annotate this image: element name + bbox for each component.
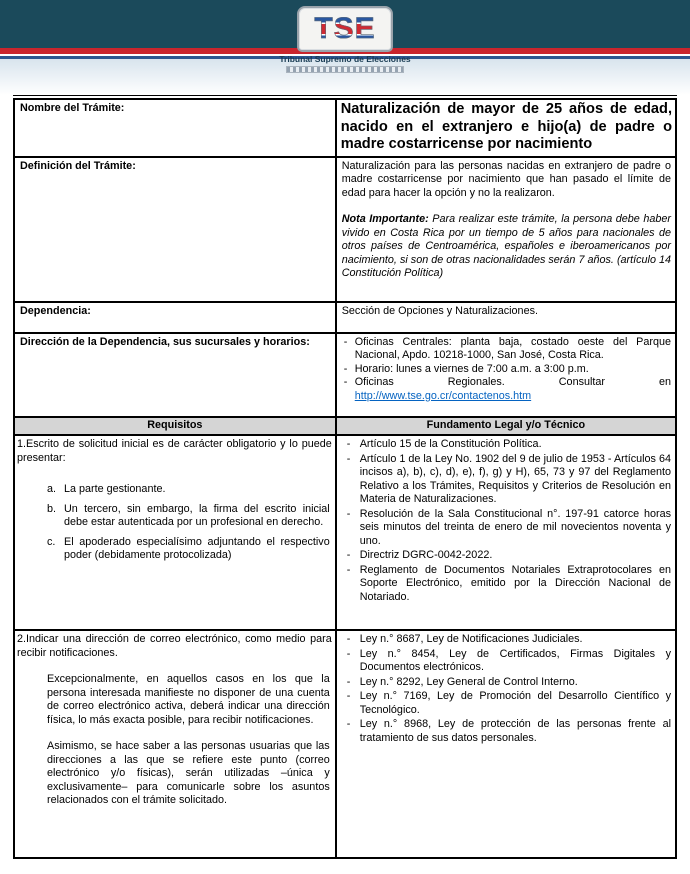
list-item: - Resolución de la Sala Constitucional n°. 197-91 catorce horas seis minutos del treinta de enero de mil novecientos noventa y uno.: [342, 508, 671, 549]
list-item: - Ley n.° 8292, Ley General de Control Interno.: [342, 676, 671, 690]
fundamento-1-cell: [336, 435, 676, 630]
list-item: - Ley n.° 8687, Ley de Notificaciones Judiciales.: [342, 633, 671, 647]
list-item: [47, 536, 330, 563]
list-text: El apoderado especialísimo adjuntando el respectivo poder (debidamente protocolizada): [64, 535, 330, 561]
definicion-label: Definición del Trámite:: [14, 157, 336, 302]
list-item: - Ley n.° 7169, Ley de Promoción del Desarrollo Científico y Tecnológico.: [342, 690, 671, 717]
spacer: [342, 200, 671, 213]
row-nombre-del-tramite: [14, 99, 676, 157]
tse-emblem-acronym: TSE: [314, 12, 376, 45]
definicion-cell: [336, 157, 676, 302]
direccion-list: [342, 336, 671, 404]
requisito-2-cell: [14, 630, 336, 858]
requisito-2-intro: 2.Indicar una dirección de correo electrónico, como medio para recibir notificaciones.: [17, 633, 332, 659]
nombre-label: Nombre del Trámite:: [14, 99, 336, 157]
list-text: Un tercero, sin embargo, la firma del escrito inicial debe estar autenticada por un profesional en derecho.: [64, 502, 330, 528]
list-item: [342, 376, 671, 403]
tse-logo-minibar: [286, 66, 404, 73]
tramite-table: [13, 98, 677, 859]
list-item: [47, 483, 330, 497]
requisito-2-para2: Asimismo, se hace saber a las personas usuarias que las direcciones a las que se refiere este punto (correo electrónico y/o físicas), serán utilizadas –única y exclusivamente– para comunicarle sobre los asuntos relacionados con el trámite solicitado.: [47, 740, 330, 806]
row-requisito-1: [14, 435, 676, 630]
tse-logo: [260, 6, 430, 73]
dependencia-value: Sección de Opciones y Naturalizaciones.: [336, 302, 676, 333]
dependencia-label: Dependencia:: [14, 302, 336, 333]
list-item: - Directriz DGRC-0042-2022.: [342, 549, 671, 563]
fundamento-header: Fundamento Legal y/o Técnico: [336, 417, 676, 436]
row-direccion: [14, 333, 676, 417]
row-dependencia: [14, 302, 676, 333]
tse-banner: [0, 0, 690, 95]
requisitos-header: Requisitos: [14, 417, 336, 436]
nota-importante: [342, 213, 671, 281]
requisito-1-list: [47, 483, 330, 563]
list-item: - Horario: lunes a viernes de 7:00 a.m. a 3:00 p.m.: [342, 363, 671, 377]
list-marker: b.: [47, 502, 57, 515]
list-marker: a.: [47, 483, 57, 495]
list-item: - Artículo 15 de la Constitución Política.: [342, 438, 671, 452]
requisito-1-cell: [14, 435, 336, 630]
list-item: - Ley n.° 8968, Ley de protección de las personas frente al tratamiento de sus datos personales.: [342, 718, 671, 745]
direccion-cell: [336, 333, 676, 417]
tse-emblem-icon: [297, 6, 393, 52]
fundamento-1-list: [342, 438, 671, 604]
list-item: - Artículo 1 de la Ley No. 1902 del 9 de julio de 1953 - Artículos 64 incisos a), b), c), d), e), f), g) y H), 65, 73 y 97 del Reglamento Relativo a los Trámites, Requisitos y Criterios de Resolución en Materia de Naturalizaciones.: [342, 453, 671, 507]
contactenos-link[interactable]: http://www.tse.go.cr/contactenos.htm: [354, 389, 532, 402]
list-item: [47, 503, 330, 530]
requisito-1-intro: 1.Escrito de solicitud inicial es de carácter obligatorio y lo puede presentar:: [17, 438, 332, 464]
list-item: - Oficinas Centrales: planta baja, costado oeste del Parque Nacional, Apdo. 10218-1000, San José, Costa Rica.: [342, 336, 671, 363]
nota-label: Nota Importante:: [341, 213, 429, 225]
requisito-2-para1: Excepcionalmente, en aquellos casos en los que la persona interesada manifieste no disponer de una cuenta de correo electrónico activa, deberá indicar una dirección física, lo más exacta posible, para recibir notificaciones.: [47, 673, 330, 726]
fundamento-2-list: [342, 633, 671, 745]
nota-text: Para realizar este trámite, la persona debe haber vivido en Costa Rica por un tiempo de 5 años para nacionales de otros países de Centroamérica, españoles e iberoamericanos por nacimiento, si son de otras nacionalidades serán 7 años. (artículo 14 Constitución Política): [341, 213, 671, 279]
definicion-text: Naturalización para las personas nacidas en extranjero de padre o madre costarricense por nacimiento que han pasado el límite de edad para hacer la opción y no la realizaron.: [341, 159, 671, 199]
list-item: - Reglamento de Documentos Notariales Extraprotocolares en Soporte Electrónico, emitido por la Dirección Nacional de Notariado.: [342, 564, 671, 605]
fundamento-2-cell: [336, 630, 676, 858]
list-item: - Ley n.° 8454, Ley de Certificados, Firmas Digitales y Documentos electrónicos.: [342, 648, 671, 675]
row-section-headers: [14, 417, 676, 436]
row-definicion-del-tramite: [14, 157, 676, 302]
direccion-label: Dirección de la Dependencia, sus sucursales y horarios:: [14, 333, 336, 417]
row-requisito-2: [14, 630, 676, 858]
list-text: La parte gestionante.: [64, 483, 166, 495]
tramite-document: [13, 95, 677, 859]
nombre-value: Naturalización de mayor de 25 años de edad, nacido en el extranjero e hijo(a) de padre o madre costarricense por nacimiento: [336, 99, 676, 157]
list-marker: c.: [47, 535, 56, 548]
oficinas-regionales-text: Oficinas Regionales. Consultar en: [354, 376, 671, 388]
tse-logo-caption: Tribunal Supremo de Elecciones: [279, 54, 411, 64]
